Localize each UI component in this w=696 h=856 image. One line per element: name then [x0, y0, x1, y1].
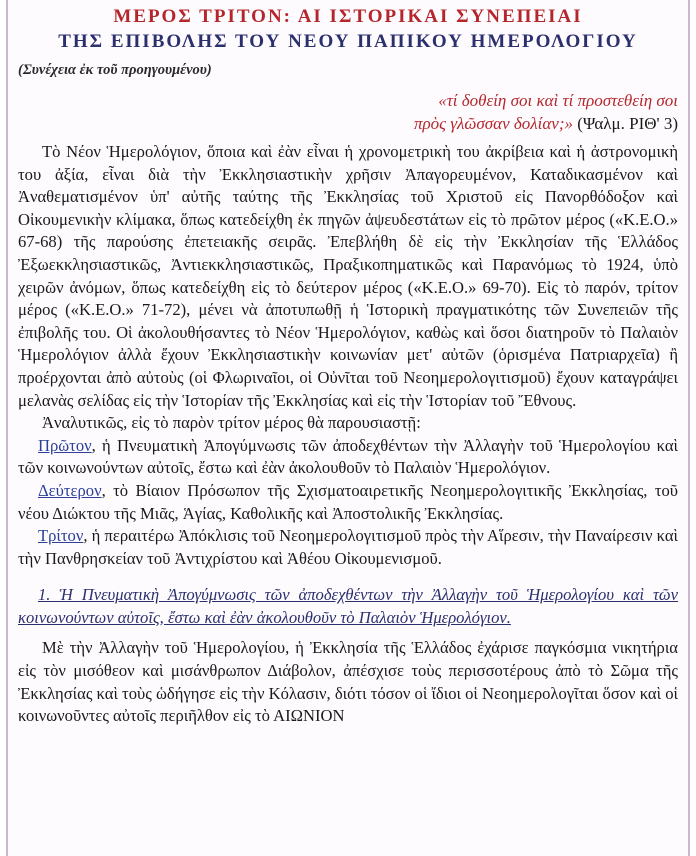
title-line-2: ΤΗΣ ΕΠΙΒΟΛΗΣ ΤΟΥ ΝΕΟΥ ΠΑΠΙΚΟΥ ΗΜΕΡΟΛΟΓΙΟΥ — [58, 31, 638, 52]
item-text: , τὸ Βίαιον Πρόσωπον τῆς Σχισματοαιρετικῆς Νεοημερολογιτικῆς Ἐκκλησίας, τοῦ νέου Διώκτου τῆς Μιᾶς, Ἁγίας, Καθολικῆς καὶ Ἀποστολικῆς Ἐκκλησίας. — [18, 480, 678, 523]
body-paragraph-3: Μὲ τὴν Ἀλλαγὴν τοῦ Ἡμερολογίου, ἡ Ἐκκλησία τῆς Ἑλλάδος ἐχάρισε παγκόσμια νικητήρια εἰς τὸν μισόθεον καὶ μισάνθρωπον Διάβολον, ἀπέσχισε τοὺς περισσοτέρους ἀπὸ τὸ Σῶμα τῆς Ἐκκλησίας καὶ τοὺς ὡδήγησε εἰς τὴν Κόλασιν, διότι τόσον οἱ ἴδιοι οἱ Νεοημερολογῖται ὅσον καὶ οἱ κοινωνοῦντες αὐτοῖς περιῆλθον εἰς τὸ ΑΙΩΝΙΟΝ — [18, 638, 678, 726]
title-line-1: ΜΕΡΟΣ ΤΡΙΤΟΝ: ΑΙ ΙΣΤΟΡΙΚΑΙ ΣΥΝΕΠΕΙΑΙ — [113, 6, 583, 27]
item-label-third[interactable]: Τρίτον — [38, 526, 84, 546]
item-text: , ἡ περαιτέρω Ἀπόκλισις τοῦ Νεοημερολογιτισμοῦ πρὸς τὴν Αἵρεσιν, τὴν Παναίρεσιν καὶ τὴν Πανθρησκείαν τοῦ Ἀντιχρίστου καὶ Ἀθέου Οἰκουμενισμοῦ. — [18, 526, 678, 568]
item-label-second[interactable]: Δεύτερον — [38, 480, 102, 500]
list-item — [14, 435, 682, 480]
item-label-first[interactable]: Πρῶτον — [38, 435, 92, 455]
list-item — [14, 525, 682, 570]
body-paragraph-1: Τὸ Νέον Ἡμερολόγιον, ὅποια καὶ ἐὰν εἶναι ἡ χρονομετρικὴ του ἀκρίβεια καὶ ἡ ἀστρονομικὴ του ἀξία, εἶναι διὰ τὴν Ἐκκλησιαστικὴν χρῆσιν Ἀπαγορευμένον, Καταδικασμένον καὶ Ἀναθεματισμένον ὑπ' αὐτῆς ταύτης τῆς Ἐκκλησίας τοῦ Χριστοῦ εἰς Πανορθόδοξον καὶ Οἰκουμενικὴν κλίμακα, ὅπως κατεδείχθη ἐκ πηγῶν ἀψευδεστάτων εἰς τὸ πρῶτον μέρος («Κ.Ε.Ο.» 67-68) τῆς παρούσης ἐπετειακῆς σειρᾶς. Ἐπεβλήθη δὲ εἰς τὴν Ἐκκλησίαν τῆς Ἑλλάδος Ἐξωεκκλησιαστικῶς, Ἀντιεκκλησιαστικῶς, Πραξικοπηματικῶς καὶ Παρανόμως τὸ 1924, ὑπὸ χειρῶν ἀνόμων, ὅπως κατεδείχθη εἰς τὸ δεύτερον μέρος («Κ.Ε.Ο.» 69-70). Εἰς τὸ παρόν, τρίτον μέρος («Κ.Ε.Ο.» 71-72), μένει νὰ ἀποτυπωθῇ ἡ Ἱστορικὴ πραγματικότης τῶν Συνεπειῶν τῆς ἐπιβολῆς του. Οἱ ἀκολουθήσαντες τὸ Νέον Ἡμερολόγιον, καθὼς καὶ ὅσοι διατηροῦν τὸ Παλαιὸν Ἡμερολόγιον ἀλλὰ ἔχουν Ἐκκλησιαστικὴν κοινωνίαν μετ' αὐτῶν (ὁρισμένα Πατριαρχεῖα) ἢ προέρχονται ἀπὸ αὐτοὺς (οἱ Φλωριναῖοι, οἱ Οὐνῖται τοῦ Νεοημερολογιτισμοῦ) ἔχουν καταγράψει μελανὰς σελίδας εἰς τὴν Ἱστορίαν τῆς Ἐκκλησίας καὶ εἰς τὴν Ἱστορίαν τοῦ Ἔθνους. — [18, 142, 678, 410]
continued-note: (Συνέχεια ἐκ τοῦ προηγουμένου) — [18, 62, 212, 78]
article-title — [14, 4, 682, 54]
epigraph-reference: (Ψαλμ. ΡΙΘ' 3) — [573, 114, 678, 133]
document-page — [14, 4, 682, 728]
epigraph-line-2: πρὸς γλῶσσαν δολίαν;» — [414, 114, 573, 133]
body-paragraph-2: Ἀναλυτικῶς, εἰς τὸ παρὸν τρίτον μέρος θὰ παρουσιαστῇ: — [42, 413, 421, 433]
item-text: , ἡ Πνευματικὴ Ἀπογύμνωσις τῶν ἀποδεχθέντων τὴν Ἀλλαγὴν τοῦ Ἡμερολογίου καὶ τῶν κοινωνούντων αὐτοῖς, ἔστω καὶ ἐὰν ἀκολουθοῦν τὸ Παλαιὸν Ἡμερολόγιον. — [18, 435, 678, 478]
epigraph-line-1: «τί δοθείη σοι καὶ τί προστεθείη σοι — [438, 91, 678, 110]
list-item — [14, 480, 682, 525]
epigraph — [14, 89, 678, 135]
section-heading-1[interactable]: 1. Ἡ Πνευματικὴ Ἀπογύμνωσις τῶν ἀποδεχθέντων τὴν Ἀλλαγὴν τοῦ Ἡμερολογίου καὶ τῶν κοινωνούντων αὐτοῖς, ἔστω καὶ ἐὰν ἀκολουθοῦν τὸ Παλαιὸν Ἡμερολόγιον. — [18, 585, 678, 627]
